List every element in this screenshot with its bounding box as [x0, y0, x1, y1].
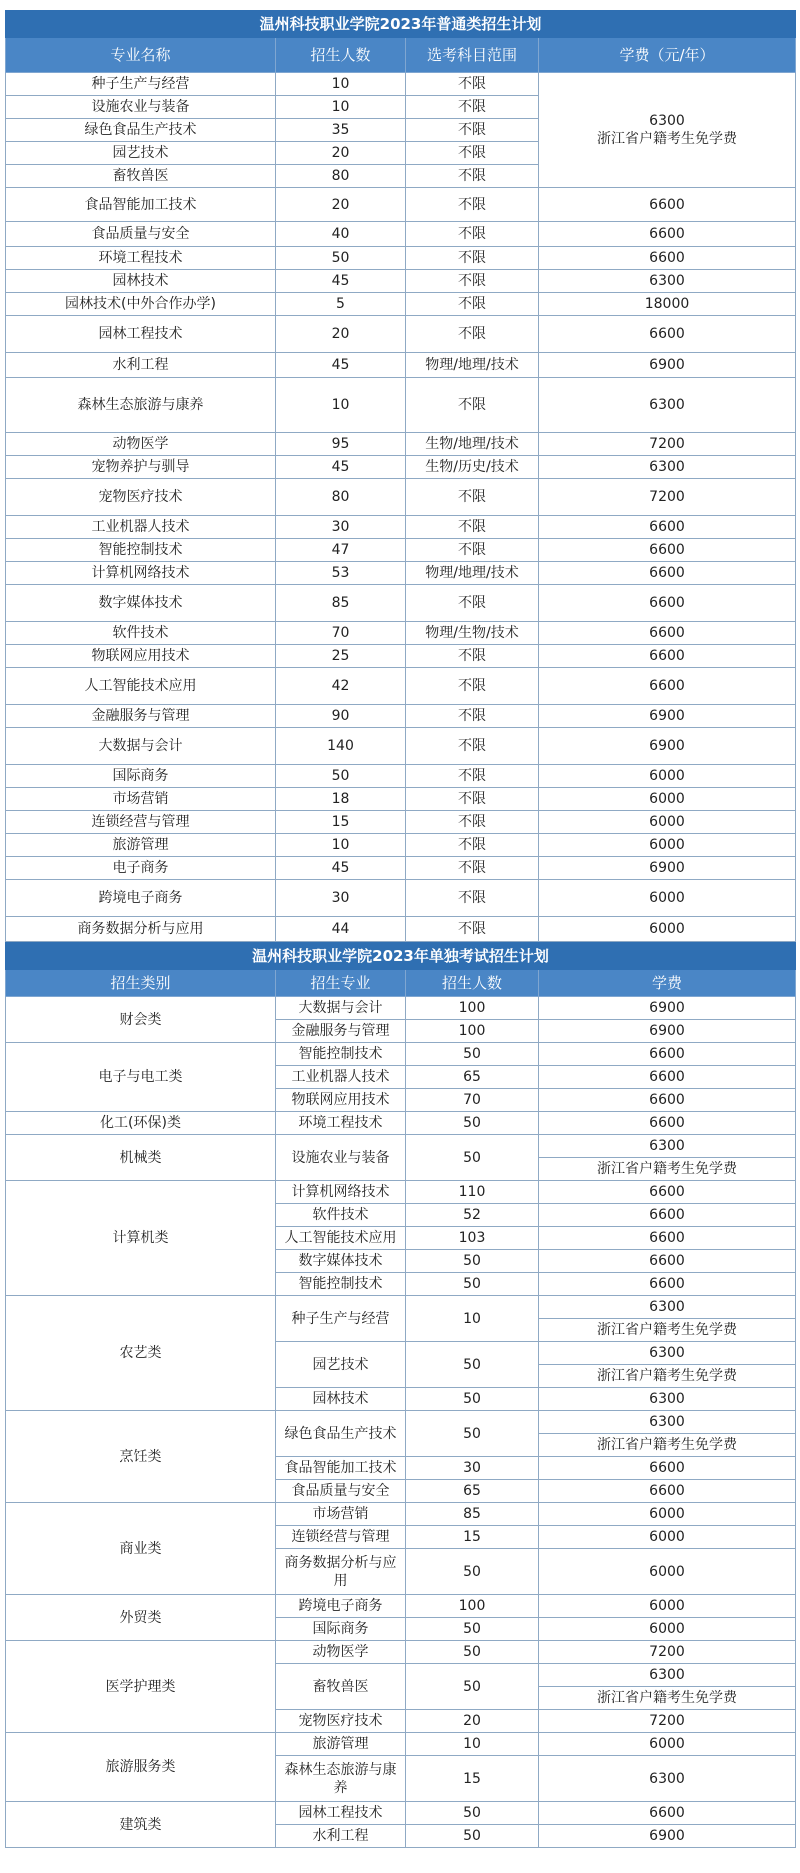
enrollment-cell: 20: [276, 142, 406, 165]
fee-cell: 6600: [539, 539, 796, 562]
subjects-cell: 生物/地理/技术: [406, 433, 539, 456]
table-row: [6, 222, 796, 247]
fee-cell: 6300: [539, 270, 796, 293]
fee-cell: 6000: [539, 788, 796, 811]
subjects-cell: 不限: [406, 765, 539, 788]
subjects-cell: 不限: [406, 96, 539, 119]
enrollment-cell: 100: [406, 1595, 539, 1618]
table-row: [6, 516, 796, 539]
subjects-cell: 不限: [406, 516, 539, 539]
major-cell: 种子生产与经营: [276, 1296, 406, 1342]
fee-cell: 6900: [539, 705, 796, 728]
fee-cell: 6000: [539, 765, 796, 788]
fee-cell: 6600: [539, 668, 796, 705]
category-cell: 农艺类: [6, 1296, 276, 1411]
major-cell: 连锁经营与管理: [276, 1526, 406, 1549]
fee-cell: 6300: [539, 1756, 796, 1802]
fee-cell: 7200: [539, 1641, 796, 1664]
enrollment-cell: 20: [406, 1710, 539, 1733]
enrollment-cell: 52: [406, 1204, 539, 1227]
single-exam-plan-table: [5, 942, 796, 1848]
enrollment-cell: 45: [276, 270, 406, 293]
enrollment-cell: 5: [276, 293, 406, 316]
enrollment-cell: 65: [406, 1066, 539, 1089]
table-row: [6, 811, 796, 834]
major-cell: 市场营销: [276, 1503, 406, 1526]
major-name-cell: 市场营销: [6, 788, 276, 811]
fee-cell: 6300: [539, 1664, 796, 1687]
enrollment-cell: 50: [406, 1342, 539, 1388]
single-title-row: [6, 943, 796, 970]
fee-cell: 6000: [539, 1526, 796, 1549]
subjects-cell: 不限: [406, 728, 539, 765]
major-cell: 食品智能加工技术: [276, 1457, 406, 1480]
subjects-cell: 不限: [406, 316, 539, 353]
fee-cell: 6600: [539, 585, 796, 622]
subjects-cell: 不限: [406, 73, 539, 96]
fee-cell: 6900: [539, 857, 796, 880]
enrollment-cell: 65: [406, 1480, 539, 1503]
enrollment-cell: 95: [276, 433, 406, 456]
major-name-cell: 畜牧兽医: [6, 165, 276, 188]
page: [5, 0, 795, 1848]
major-name-cell: 园林工程技术: [6, 316, 276, 353]
major-cell: 动物医学: [276, 1641, 406, 1664]
subjects-cell: 不限: [406, 188, 539, 222]
single-table-body: [6, 997, 796, 1848]
enrollment-cell: 50: [406, 1664, 539, 1710]
table-row: [6, 247, 796, 270]
major-name-cell: 物联网应用技术: [6, 645, 276, 668]
major-name-cell: 动物医学: [6, 433, 276, 456]
subjects-cell: 不限: [406, 142, 539, 165]
table-row: [6, 316, 796, 353]
table-row: [6, 378, 796, 433]
fee-cell: 7200: [539, 479, 796, 516]
subjects-cell: 不限: [406, 378, 539, 433]
fee-cell: 6600: [539, 645, 796, 668]
major-name-cell: 国际商务: [6, 765, 276, 788]
header-major: 招生专业: [276, 970, 406, 997]
fee-cell: 6600: [539, 1227, 796, 1250]
fee-cell: 6600: [539, 1066, 796, 1089]
major-cell: 智能控制技术: [276, 1273, 406, 1296]
major-cell: 人工智能技术应用: [276, 1227, 406, 1250]
major-cell: 园艺技术: [276, 1342, 406, 1388]
enrollment-cell: 44: [276, 917, 406, 942]
fee-cell: 6900: [539, 1020, 796, 1043]
enrollment-cell: 10: [276, 73, 406, 96]
category-cell: 商业类: [6, 1503, 276, 1595]
fee-cell: 6000: [539, 834, 796, 857]
major-name-cell: 园林技术: [6, 270, 276, 293]
subjects-cell: 不限: [406, 479, 539, 516]
subjects-cell: 不限: [406, 788, 539, 811]
enrollment-cell: 35: [276, 119, 406, 142]
table-row: [6, 834, 796, 857]
fee-cell: 6600: [539, 1043, 796, 1066]
subjects-cell: 不限: [406, 917, 539, 942]
enrollment-cell: 50: [406, 1135, 539, 1181]
table-row: [6, 562, 796, 585]
fee-cell: 7200: [539, 433, 796, 456]
category-cell: 机械类: [6, 1135, 276, 1181]
table-row: [6, 705, 796, 728]
major-name-cell: 大数据与会计: [6, 728, 276, 765]
major-cell: 商务数据分析与应用: [276, 1549, 406, 1595]
enrollment-cell: 50: [406, 1112, 539, 1135]
table-row: [6, 433, 796, 456]
fee-cell: 6300: [539, 456, 796, 479]
subjects-cell: 物理/生物/技术: [406, 622, 539, 645]
fee-cell: 6600: [539, 1457, 796, 1480]
enrollment-cell: 45: [276, 857, 406, 880]
enrollment-cell: 85: [276, 585, 406, 622]
subjects-cell: 不限: [406, 222, 539, 247]
enrollment-cell: 10: [276, 96, 406, 119]
category-cell: 烹饪类: [6, 1411, 276, 1503]
fee-cell: 6600: [539, 1802, 796, 1825]
enrollment-cell: 45: [276, 353, 406, 378]
major-name-cell: 连锁经营与管理: [6, 811, 276, 834]
fee-cell: 6600: [539, 1112, 796, 1135]
fee-cell: 6000: [539, 1595, 796, 1618]
enrollment-cell: 50: [406, 1411, 539, 1457]
table-row: [6, 1181, 796, 1204]
enrollment-cell: 10: [406, 1733, 539, 1756]
enrollment-cell: 100: [406, 1020, 539, 1043]
major-name-cell: 环境工程技术: [6, 247, 276, 270]
enrollment-cell: 20: [276, 188, 406, 222]
major-cell: 物联网应用技术: [276, 1089, 406, 1112]
fee-cell: 18000: [539, 293, 796, 316]
table-row: [6, 539, 796, 562]
table-row: [6, 622, 796, 645]
fee-cell: 6300: [539, 1411, 796, 1434]
fee-cell: 6600: [539, 1204, 796, 1227]
header-subjects: 选考科目范围: [406, 38, 539, 73]
major-cell: 大数据与会计: [276, 997, 406, 1020]
table-row: [6, 917, 796, 942]
major-cell: 食品质量与安全: [276, 1480, 406, 1503]
fee-cell: 6600: [539, 622, 796, 645]
table-row: [6, 73, 796, 96]
subjects-cell: 不限: [406, 645, 539, 668]
major-cell: 畜牧兽医: [276, 1664, 406, 1710]
major-name-cell: 工业机器人技术: [6, 516, 276, 539]
fee-cell: 6000: [539, 1503, 796, 1526]
enrollment-cell: 30: [276, 516, 406, 539]
fee-cell: 6000: [539, 811, 796, 834]
major-name-cell: 园艺技术: [6, 142, 276, 165]
subjects-cell: 不限: [406, 857, 539, 880]
subjects-cell: 生物/历史/技术: [406, 456, 539, 479]
table-row: [6, 1802, 796, 1825]
enrollment-cell: 50: [406, 1043, 539, 1066]
fee-cell: 浙江省户籍考生免学费: [539, 1365, 796, 1388]
fee-note: 浙江省户籍考生免学费: [597, 131, 737, 147]
fee-amount: 6300: [649, 113, 685, 129]
subjects-cell: 不限: [406, 270, 539, 293]
category-cell: 外贸类: [6, 1595, 276, 1641]
enrollment-cell: 50: [406, 1618, 539, 1641]
subjects-cell: 不限: [406, 705, 539, 728]
header-fee: 学费（元/年）: [539, 38, 796, 73]
major-cell: 设施农业与装备: [276, 1135, 406, 1181]
major-cell: 计算机网络技术: [276, 1181, 406, 1204]
enrollment-cell: 53: [276, 562, 406, 585]
fee-cell: 6300: [539, 378, 796, 433]
fee-cell: 6900: [539, 728, 796, 765]
major-name-cell: 森林生态旅游与康养: [6, 378, 276, 433]
major-cell: 工业机器人技术: [276, 1066, 406, 1089]
enrollment-cell: 50: [406, 1273, 539, 1296]
major-name-cell: 旅游管理: [6, 834, 276, 857]
enrollment-cell: 15: [406, 1526, 539, 1549]
fee-cell: 浙江省户籍考生免学费: [539, 1319, 796, 1342]
enrollment-cell: 45: [276, 456, 406, 479]
table-row: [6, 1135, 796, 1158]
fee-cell: 6600: [539, 1181, 796, 1204]
subjects-cell: 不限: [406, 668, 539, 705]
fee-cell: 6300: [539, 1342, 796, 1365]
fee-cell: 6000: [539, 1549, 796, 1595]
table-row: [6, 585, 796, 622]
category-cell: 医学护理类: [6, 1641, 276, 1733]
major-cell: 园林工程技术: [276, 1802, 406, 1825]
enrollment-cell: 42: [276, 668, 406, 705]
table-row: [6, 997, 796, 1020]
subjects-cell: 不限: [406, 585, 539, 622]
enrollment-cell: 40: [276, 222, 406, 247]
enrollment-cell: 90: [276, 705, 406, 728]
table-row: [6, 668, 796, 705]
major-cell: 国际商务: [276, 1618, 406, 1641]
fee-cell: 6900: [539, 353, 796, 378]
enrollment-cell: 25: [276, 645, 406, 668]
fee-cell: 6600: [539, 1273, 796, 1296]
subjects-cell: 不限: [406, 247, 539, 270]
major-name-cell: 宠物养护与驯导: [6, 456, 276, 479]
major-name-cell: 商务数据分析与应用: [6, 917, 276, 942]
table-row: [6, 728, 796, 765]
table-row: [6, 1411, 796, 1434]
enrollment-cell: 50: [406, 1250, 539, 1273]
general-header-row: [6, 38, 796, 73]
enrollment-cell: 18: [276, 788, 406, 811]
enrollment-cell: 50: [406, 1549, 539, 1595]
fee-cell: 6600: [539, 1480, 796, 1503]
major-cell: 绿色食品生产技术: [276, 1411, 406, 1457]
subjects-cell: 物理/地理/技术: [406, 562, 539, 585]
header-major-name: 专业名称: [6, 38, 276, 73]
fee-cell: 浙江省户籍考生免学费: [539, 1434, 796, 1457]
subjects-cell: 不限: [406, 119, 539, 142]
major-name-cell: 种子生产与经营: [6, 73, 276, 96]
category-cell: 旅游服务类: [6, 1733, 276, 1802]
subjects-cell: 物理/地理/技术: [406, 353, 539, 378]
major-cell: 跨境电子商务: [276, 1595, 406, 1618]
fee-cell: 6300: [539, 1296, 796, 1319]
fee-cell: 6600: [539, 1089, 796, 1112]
major-cell: 森林生态旅游与康养: [276, 1756, 406, 1802]
fee-cell: 6600: [539, 516, 796, 539]
fee-cell: 6600: [539, 222, 796, 247]
table-row: [6, 1043, 796, 1066]
enrollment-cell: 50: [276, 247, 406, 270]
table-row: [6, 765, 796, 788]
major-name-cell: 园林技术(中外合作办学): [6, 293, 276, 316]
table-row: [6, 1641, 796, 1664]
category-cell: 计算机类: [6, 1181, 276, 1296]
enrollment-cell: 50: [406, 1388, 539, 1411]
single-header-row: [6, 970, 796, 997]
table-row: [6, 456, 796, 479]
enrollment-cell: 110: [406, 1181, 539, 1204]
table-row: [6, 1503, 796, 1526]
enrollment-cell: 85: [406, 1503, 539, 1526]
table-row: [6, 788, 796, 811]
fee-cell: 6600: [539, 188, 796, 222]
fee-cell: 6000: [539, 1733, 796, 1756]
table-row: [6, 188, 796, 222]
enrollment-cell: 15: [406, 1756, 539, 1802]
header-enrollment: 招生人数: [276, 38, 406, 73]
table-row: [6, 293, 796, 316]
major-cell: 数字媒体技术: [276, 1250, 406, 1273]
fee-cell: 浙江省户籍考生免学费: [539, 1158, 796, 1181]
subjects-cell: 不限: [406, 165, 539, 188]
fee-cell: 6600: [539, 247, 796, 270]
enrollment-cell: 140: [276, 728, 406, 765]
major-name-cell: 绿色食品生产技术: [6, 119, 276, 142]
enrollment-cell: 10: [276, 834, 406, 857]
table-row: [6, 857, 796, 880]
fee-cell: 浙江省户籍考生免学费: [539, 1687, 796, 1710]
single-table-title: 温州科技职业学院2023年单独考试招生计划: [6, 943, 796, 970]
category-cell: 财会类: [6, 997, 276, 1043]
category-cell: 电子与电工类: [6, 1043, 276, 1112]
table-row: [6, 1112, 796, 1135]
enrollment-cell: 70: [406, 1089, 539, 1112]
header-category: 招生类别: [6, 970, 276, 997]
general-title-row: [6, 11, 796, 38]
subjects-cell: 不限: [406, 834, 539, 857]
major-name-cell: 计算机网络技术: [6, 562, 276, 585]
major-name-cell: 水利工程: [6, 353, 276, 378]
subjects-cell: 不限: [406, 811, 539, 834]
fee-cell: 6000: [539, 917, 796, 942]
major-cell: 旅游管理: [276, 1733, 406, 1756]
table-row: [6, 1733, 796, 1756]
subjects-cell: 不限: [406, 293, 539, 316]
enrollment-cell: 103: [406, 1227, 539, 1250]
enrollment-cell: 50: [406, 1825, 539, 1848]
fee-group-cell: [539, 73, 796, 188]
enrollment-cell: 30: [276, 880, 406, 917]
table-row: [6, 270, 796, 293]
enrollment-cell: 15: [276, 811, 406, 834]
major-name-cell: 设施农业与装备: [6, 96, 276, 119]
header-fee: 学费: [539, 970, 796, 997]
table-row: [6, 645, 796, 668]
major-name-cell: 食品智能加工技术: [6, 188, 276, 222]
fee-cell: 6300: [539, 1135, 796, 1158]
enrollment-cell: 10: [406, 1296, 539, 1342]
major-name-cell: 食品质量与安全: [6, 222, 276, 247]
table-row: [6, 1296, 796, 1319]
category-cell: 化工(环保)类: [6, 1112, 276, 1135]
enrollment-cell: 100: [406, 997, 539, 1020]
table-row: [6, 479, 796, 516]
enrollment-cell: 10: [276, 378, 406, 433]
major-cell: 宠物医疗技术: [276, 1710, 406, 1733]
table-row: [6, 880, 796, 917]
subjects-cell: 不限: [406, 539, 539, 562]
enrollment-cell: 50: [276, 765, 406, 788]
enrollment-cell: 80: [276, 165, 406, 188]
fee-cell: 7200: [539, 1710, 796, 1733]
major-cell: 金融服务与管理: [276, 1020, 406, 1043]
major-name-cell: 跨境电子商务: [6, 880, 276, 917]
major-cell: 环境工程技术: [276, 1112, 406, 1135]
general-table-body: [6, 73, 796, 942]
major-cell: 软件技术: [276, 1204, 406, 1227]
table-row: [6, 1595, 796, 1618]
fee-cell: 6000: [539, 880, 796, 917]
enrollment-cell: 80: [276, 479, 406, 516]
fee-cell: 6900: [539, 1825, 796, 1848]
major-name-cell: 电子商务: [6, 857, 276, 880]
enrollment-cell: 30: [406, 1457, 539, 1480]
enrollment-cell: 20: [276, 316, 406, 353]
major-name-cell: 宠物医疗技术: [6, 479, 276, 516]
category-cell: 建筑类: [6, 1802, 276, 1848]
fee-cell: 6000: [539, 1618, 796, 1641]
general-table-title: 温州科技职业学院2023年普通类招生计划: [6, 11, 796, 38]
major-name-cell: 数字媒体技术: [6, 585, 276, 622]
general-plan-table: [5, 10, 796, 942]
major-name-cell: 人工智能技术应用: [6, 668, 276, 705]
fee-cell: 6600: [539, 562, 796, 585]
table-row: [6, 353, 796, 378]
fee-cell: 6600: [539, 316, 796, 353]
subjects-cell: 不限: [406, 880, 539, 917]
fee-cell: 6300: [539, 1388, 796, 1411]
major-name-cell: 金融服务与管理: [6, 705, 276, 728]
enrollment-cell: 50: [406, 1641, 539, 1664]
major-name-cell: 智能控制技术: [6, 539, 276, 562]
fee-cell: 6900: [539, 997, 796, 1020]
enrollment-cell: 50: [406, 1802, 539, 1825]
header-enrollment: 招生人数: [406, 970, 539, 997]
fee-cell: 6600: [539, 1250, 796, 1273]
major-name-cell: 软件技术: [6, 622, 276, 645]
major-cell: 园林技术: [276, 1388, 406, 1411]
major-cell: 水利工程: [276, 1825, 406, 1848]
enrollment-cell: 47: [276, 539, 406, 562]
major-cell: 智能控制技术: [276, 1043, 406, 1066]
enrollment-cell: 70: [276, 622, 406, 645]
